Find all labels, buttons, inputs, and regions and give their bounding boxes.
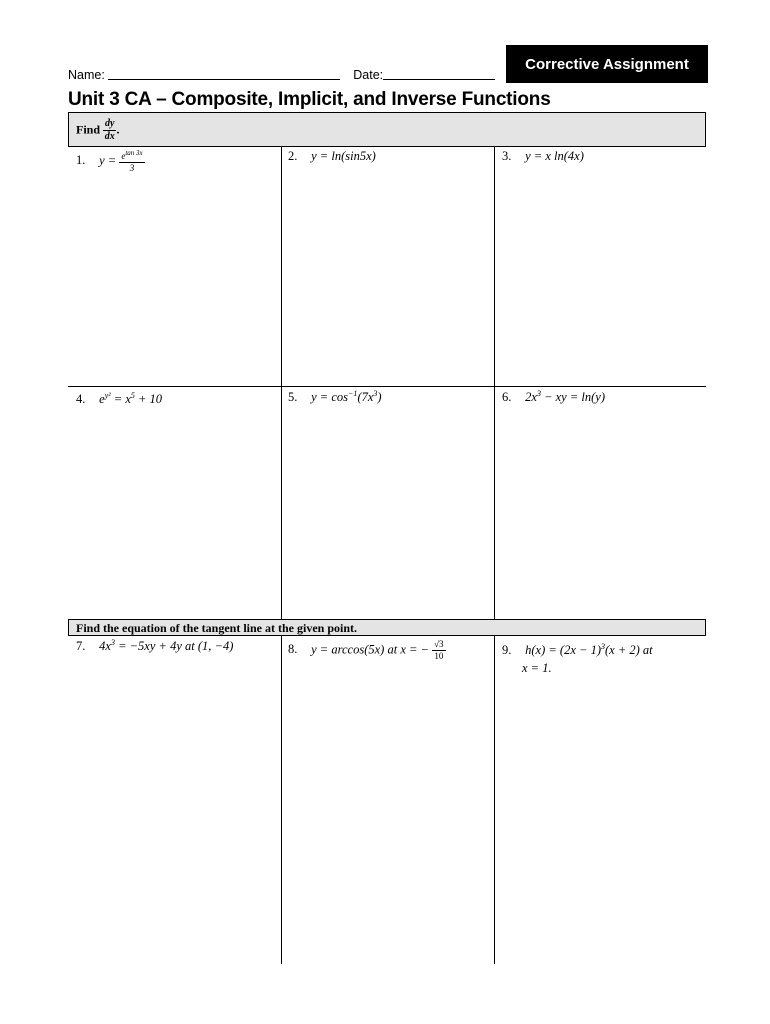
problem-3: 3. y = x ln(4x) (502, 149, 584, 163)
section1-label: Find (76, 122, 101, 137)
problem-8-fraction: $\frac{√3}{10}$ (434, 639, 444, 661)
problem-1: 1. y = $\frac{e^{tan 3x}}{3}$ (76, 149, 143, 173)
assignment-badge: Corrective Assignment (506, 45, 708, 83)
problem-1-fraction: $\frac{e^{tan 3x}}{3}$ (121, 149, 143, 173)
grid-divider (281, 147, 282, 619)
page-title: Unit 3 CA – Composite, Implicit, and Inverse Functions (68, 89, 551, 110)
problem-4: 4. $e^{y^2} = x^5 + 10$ (76, 391, 163, 407)
problem-7: 7. $4x^3 = -5xy + 4y$ at (1, −4) (76, 638, 234, 654)
grid-divider (281, 636, 282, 964)
problem-2: 2. y = ln(sin5x) (288, 149, 376, 163)
dy-dx-fraction: $\frac{dy}{dx}$ (104, 118, 115, 142)
name-label: Name: (68, 68, 105, 82)
problem-6: 6. $2x^3$ − xy = ln(y) (502, 389, 605, 405)
section2-label: Find the equation of the tangent line at the given point. (76, 621, 358, 635)
name-date-row (68, 67, 495, 82)
grid-divider (494, 147, 495, 619)
name-blank[interactable] (108, 67, 340, 80)
problem-8: 8. y = arccos(5x) at x = − $\frac{√3}{10}$ (288, 639, 444, 661)
section-find-derivative: Find $\frac{dy}{dx}$ . (68, 112, 706, 147)
date-blank[interactable] (383, 67, 495, 80)
grid-divider (494, 636, 495, 964)
section-tangent-line (68, 619, 706, 636)
problem-9: 9. $h(x) = (2x - 1)^3(x + 2)$ at x = 1. (502, 642, 653, 676)
problem-5: 5. $y = \cos^{-1}(7x^3)$ (288, 389, 382, 405)
date-label: Date: (353, 68, 384, 82)
grid-divider (68, 386, 706, 387)
